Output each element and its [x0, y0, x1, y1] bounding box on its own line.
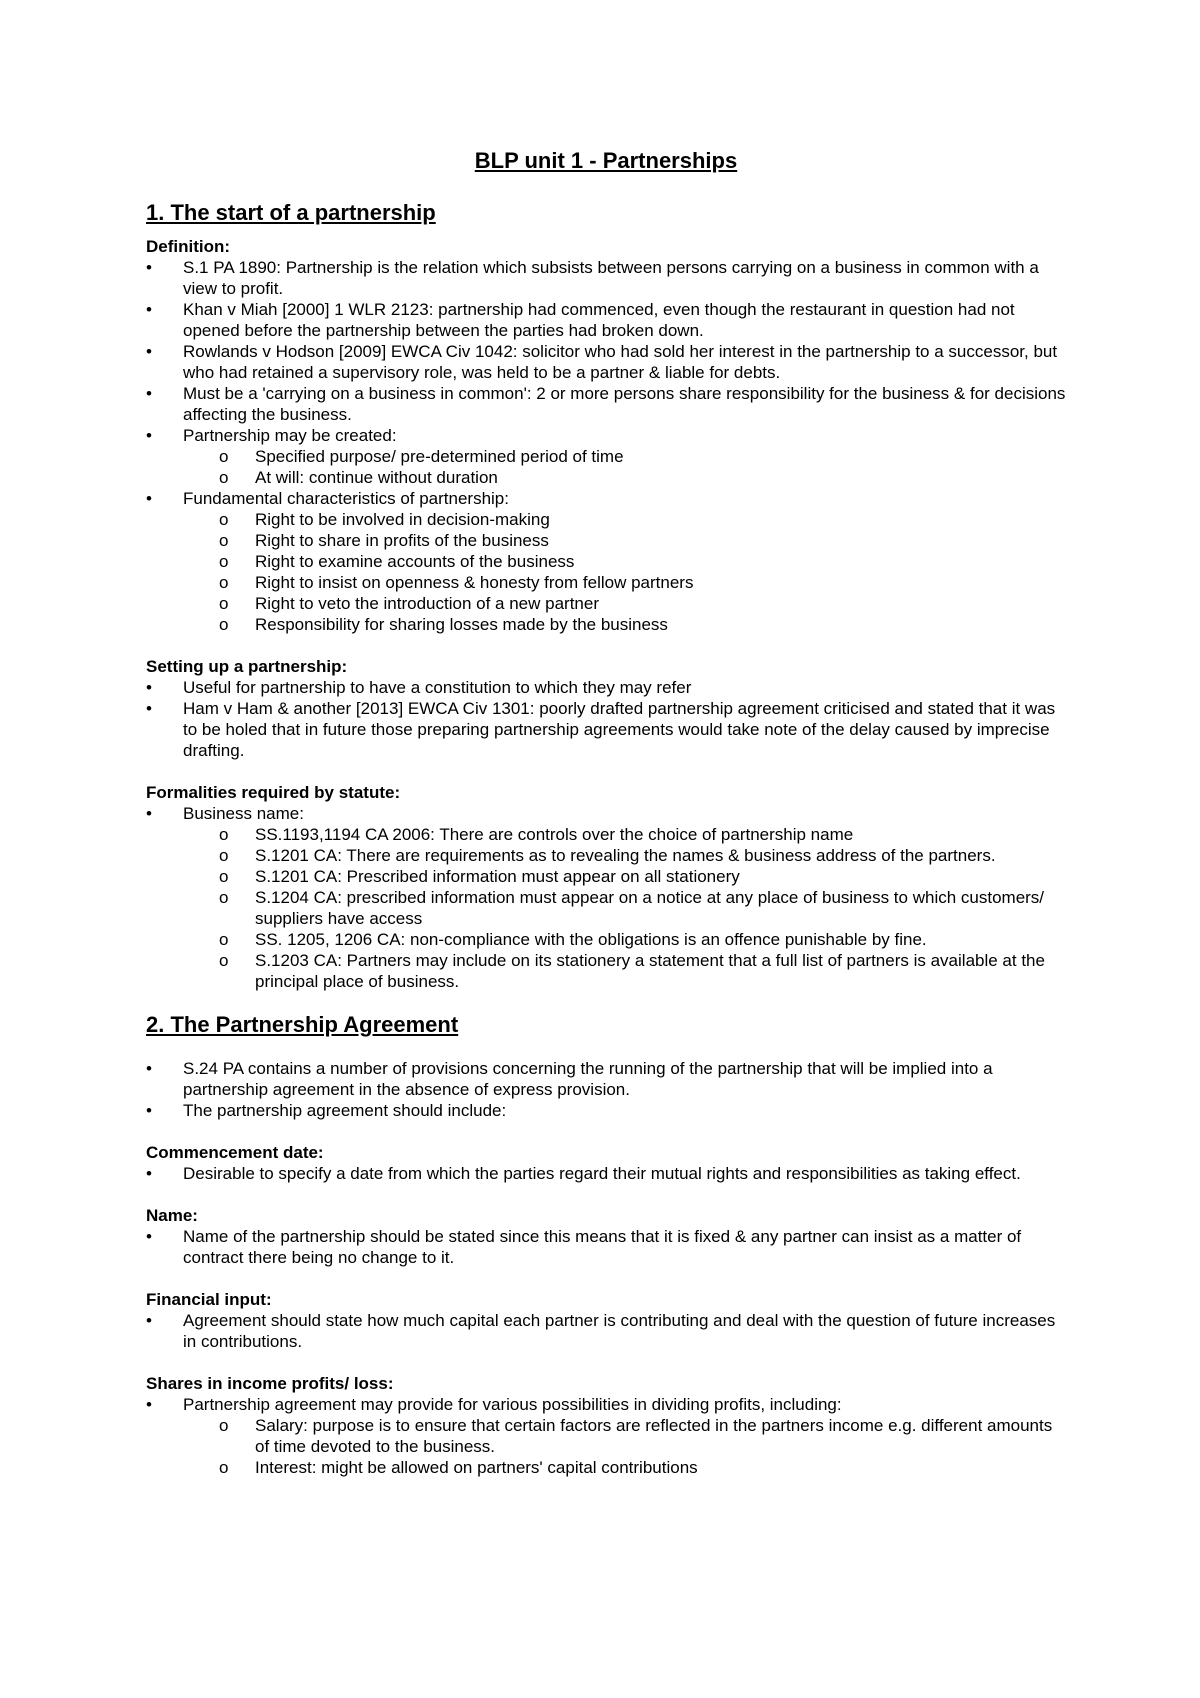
list-item: • Khan v Miah [2000] 1 WLR 2123: partnership had commenced, even though the restaurant in question had not opened before the partnership between the parties had broken down.: [146, 299, 1066, 341]
list-item: • Rowlands v Hodson [2009] EWCA Civ 1042: solicitor who had sold her interest in the partnership to a successor, but who had retained a supervisory role, was held to be a partner & liable for debts.: [146, 341, 1066, 383]
name-list: [146, 1226, 1066, 1268]
list-item-text: Partnership agreement may provide for various possibilities in dividing profits, including:: [183, 1395, 842, 1414]
list-item: • The partnership agreement should include:: [146, 1100, 1066, 1121]
list-item: • Agreement should state how much capital each partner is contributing and deal with the question of future increases in contributions.: [146, 1310, 1066, 1352]
shares-heading: Shares in income profits/ loss:: [146, 1374, 394, 1393]
definition-heading: Definition:: [146, 237, 231, 256]
sub-list-item: o S.1201 CA: Prescribed information must appear on all stationery: [219, 866, 1066, 887]
list-item-text: Business name:: [183, 804, 304, 823]
list-item: [146, 1394, 1066, 1478]
section-1-heading: 1. The start of a partnership: [146, 200, 436, 225]
name-heading: Name:: [146, 1206, 198, 1225]
list-item: • Name of the partnership should be stated since this means that it is fixed & any partner can insist as a matter of contract there being no change to it.: [146, 1226, 1066, 1268]
sub-list-item: o Right to be involved in decision-making: [219, 509, 1066, 530]
list-item: • S.1 PA 1890: Partnership is the relation which subsists between persons carrying on a business in common with a view to profit.: [146, 257, 1066, 299]
sub-list-item: o Right to examine accounts of the business: [219, 551, 1066, 572]
document-title: BLP unit 1 - Partnerships: [474, 148, 738, 173]
shares-list: [146, 1394, 1066, 1478]
sub-list-item: o SS.1193,1194 CA 2006: There are controls over the choice of partnership name: [219, 824, 1066, 845]
setting-up-heading: Setting up a partnership:: [146, 657, 348, 676]
commencement-heading: Commencement date:: [146, 1143, 324, 1162]
list-item-text: Fundamental characteristics of partnership:: [183, 489, 509, 508]
list-item: • Useful for partnership to have a constitution to which they may refer: [146, 677, 1066, 698]
sub-list-item: o Responsibility for sharing losses made by the business: [219, 614, 1066, 635]
list-item: [146, 488, 1066, 635]
sub-list-item: o S.1203 CA: Partners may include on its stationery a statement that a full list of partners is available at the principal place of business.: [219, 950, 1066, 992]
business-name-sublist: [183, 824, 1066, 992]
sub-list-item: o At will: continue without duration: [219, 467, 1066, 488]
characteristics-sublist: [183, 509, 1066, 635]
created-sublist: [183, 446, 1066, 488]
agreement-intro-list: [146, 1058, 1066, 1121]
shares-sublist: [183, 1415, 1066, 1478]
sub-list-item: o Specified purpose/ pre-determined period of time: [219, 446, 1066, 467]
sub-list-item: o Right to veto the introduction of a new partner: [219, 593, 1066, 614]
sub-list-item: o S.1201 CA: There are requirements as to revealing the names & business address of the partners.: [219, 845, 1066, 866]
sub-list-item: o Interest: might be allowed on partners' capital contributions: [219, 1457, 1066, 1478]
sub-list-item: o SS. 1205, 1206 CA: non-compliance with the obligations is an offence punishable by fine.: [219, 929, 1066, 950]
financial-input-heading: Financial input:: [146, 1290, 272, 1309]
sub-list-item: o Right to share in profits of the business: [219, 530, 1066, 551]
list-item: [146, 425, 1066, 488]
setting-up-list: [146, 677, 1066, 761]
sub-list-item: o Salary: purpose is to ensure that certain factors are reflected in the partners income e.g. different amounts of time devoted to the business.: [219, 1415, 1066, 1457]
formalities-list: [146, 803, 1066, 992]
document-page: [146, 140, 1066, 1478]
financial-input-list: [146, 1310, 1066, 1352]
list-item-text: Partnership may be created:: [183, 426, 397, 445]
list-item: • Must be a 'carrying on a business in common': 2 or more persons share responsibility for the business & for decisions affecting the business.: [146, 383, 1066, 425]
list-item: [146, 803, 1066, 992]
definition-list: [146, 257, 1066, 635]
list-item: • Ham v Ham & another [2013] EWCA Civ 1301: poorly drafted partnership agreement criticised and stated that it was to be holed that in future those preparing partnership agreements would take note of the delay caused by imprecise drafting.: [146, 698, 1066, 761]
list-item: • S.24 PA contains a number of provisions concerning the running of the partnership that will be implied into a partnership agreement in the absence of express provision.: [146, 1058, 1066, 1100]
sub-list-item: o S.1204 CA: prescribed information must appear on a notice at any place of business to which customers/ suppliers have access: [219, 887, 1066, 929]
commencement-list: [146, 1163, 1066, 1184]
formalities-heading: Formalities required by statute:: [146, 783, 401, 802]
list-item: • Desirable to specify a date from which the parties regard their mutual rights and responsibilities as taking effect.: [146, 1163, 1066, 1184]
section-2-heading: 2. The Partnership Agreement: [146, 1012, 459, 1037]
sub-list-item: o Right to insist on openness & honesty from fellow partners: [219, 572, 1066, 593]
